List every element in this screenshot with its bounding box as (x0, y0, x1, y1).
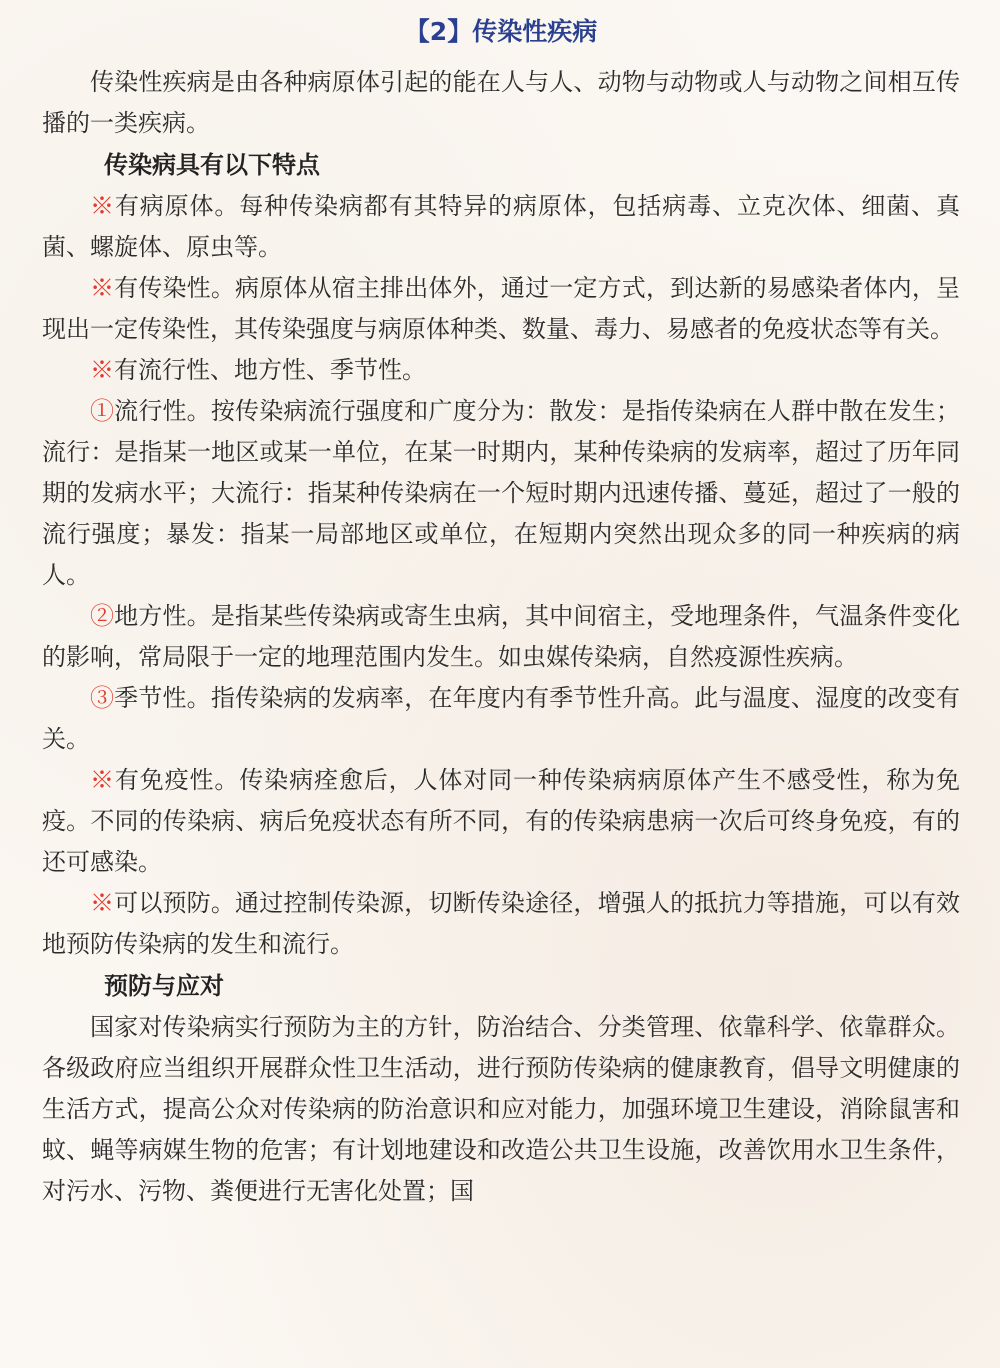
feature-text: 有病原体。每种传染病都有其特异的病原体，包括病毒、立克次体、细菌、真菌、螺旋体、原虫等。 (42, 192, 961, 261)
reference-mark-icon: ※ (90, 889, 115, 917)
reference-mark-icon: ※ (90, 274, 115, 302)
circled-number-icon: ① (90, 397, 115, 425)
feature-text: 有免疫性。传染病痊愈后，人体对同一种传染病病原体产生不感受性，称为免疫。不同的传染病、病后免疫状态有所不同，有的传染病患病一次后可终身免疫，有的还可感染。 (42, 766, 961, 876)
circled-number-icon: ③ (90, 684, 115, 712)
feature-text: 可以预防。通过控制传染源，切断传染途径，增强人的抵抗力等措施，可以有效地预防传染病的发生和流行。 (42, 889, 960, 958)
feature-paragraph (42, 268, 960, 350)
section-title: 【2】传染性疾病 (404, 17, 598, 46)
feature-text: 有传染性。病原体从宿主排出体外，通过一定方式，到达新的易感染者体内，呈现出一定传染性，其传染强度与病原体种类、数量、毒力、易感者的免疫状态等有关。 (42, 274, 960, 343)
sub-item-text: 流行性。按传染病流行强度和广度分为：散发：是指传染病在人群中散在发生；流行：是指某一地区或某一单位，在某一时期内，某种传染病的发病率，超过了历年同期的发病水平；大流行：指某种传染病在一个短时期内迅速传播、蔓延，超过了一般的流行强度；暴发：指某一局部地区或单位，在短期内突然出现众多的同一种疾病的病人。 (42, 397, 960, 589)
sub-item-paragraph (42, 391, 960, 596)
sub-item-text: 季节性。指传染病的发病率，在年度内有季节性升高。此与温度、湿度的改变有关。 (42, 684, 960, 753)
sub-item-text: 地方性。是指某些传染病或寄生虫病，其中间宿主，受地理条件，气温条件变化的影响，常局限于一定的地理范围内发生。如虫媒传染病，自然疫源性疾病。 (42, 602, 960, 671)
intro-paragraph: 传染性疾病是由各种病原体引起的能在人与人、动物与动物或人与动物之间相互传播的一类疾病。 (42, 68, 960, 137)
heading-prevention: 预防与应对 (104, 972, 224, 1000)
feature-text: 有流行性、地方性、季节性。 (114, 356, 426, 384)
sub-item-paragraph (42, 678, 960, 760)
circled-number-icon: ② (90, 602, 115, 630)
feature-paragraph (42, 350, 960, 391)
feature-paragraph (42, 186, 960, 268)
reference-mark-icon: ※ (90, 766, 115, 794)
heading-features: 传染病具有以下特点 (104, 151, 320, 179)
prevention-paragraph: 国家对传染病实行预防为主的方针，防治结合、分类管理、依靠科学、依靠群众。各级政府应当组织开展群众性卫生活动，进行预防传染病的健康教育，倡导文明健康的生活方式，提高公众对传染病的防治意识和应对能力，加强环境卫生建设，消除鼠害和蚊、蝇等病媒生物的危害；有计划地建设和改造公共卫生设施，改善饮用水卫生条件，对污水、污物、粪便进行无害化处置；国 (42, 1013, 960, 1205)
reference-mark-icon: ※ (90, 192, 115, 220)
feature-paragraph (42, 883, 960, 965)
sub-item-paragraph (42, 596, 960, 678)
reference-mark-icon: ※ (90, 356, 114, 384)
feature-paragraph (42, 760, 960, 883)
